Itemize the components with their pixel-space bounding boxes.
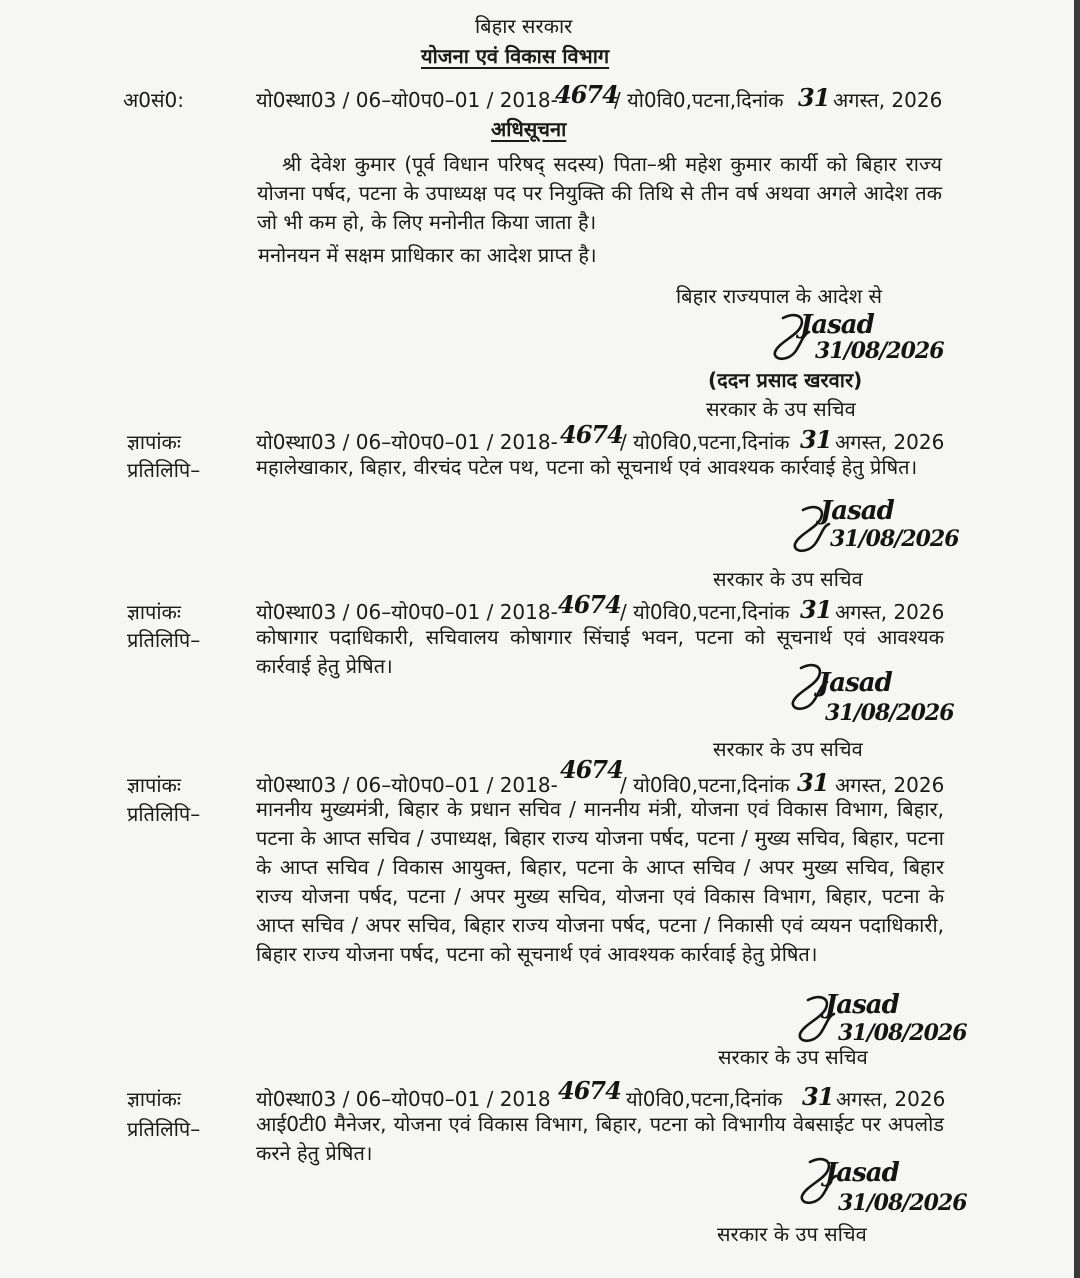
copy-ref-prefix: यो0स्था03 / 06–यो0प0–01 / 2018- (256, 430, 558, 454)
signature-text: Jasad (818, 668, 892, 698)
copy-date-rest: अगस्त, 2026 (835, 600, 945, 624)
copy-label: प्रतिलिपि– (127, 628, 201, 652)
signature-text: Jasad (820, 496, 894, 526)
copy-label: प्रतिलिपि– (127, 802, 201, 826)
signature-date: 31/08/2026 (838, 1190, 967, 1216)
copy-text: आई0टी0 मैनेजर, योजना एवं विकास विभाग, बिहार, पटना को विभागीय वेबसाईट पर अपलोड करने हेतु प्रेषित। (256, 1112, 944, 1165)
copy-ref-number: 4674 (558, 590, 621, 619)
copy-ref-number: 4674 (560, 755, 623, 784)
copy-date-day: 31 (800, 425, 832, 454)
notification-body: श्री देवेश कुमार (पूर्व विधान परिषद् सदस्य) पिता–श्री महेश कुमार कार्यी को बिहार राज्य योजना पर्षद, पटना के उपाध्यक्ष पद पर नियुक्ति की तिथि से तीन वर्ष अथवा अगले आदेश तक जो भी कम हो, के लिए मनोनीत किया जाता है। (257, 152, 942, 234)
notification-ref-label: अ0सं0: (123, 88, 184, 112)
signatory-designation: सरकार के उप सचिव (713, 567, 863, 591)
signature-date: 31/08/2026 (825, 700, 954, 726)
notification-ref-prefix: यो0स्था03 / 06–यो0प0–01 / 2018- (256, 88, 558, 112)
notification-heading: अधिसूचना (491, 117, 567, 141)
copy-label: प्रतिलिपि– (127, 458, 201, 482)
copy-ref-label: ज्ञापांकः (127, 600, 181, 624)
signatory-designation: सरकार के उप सचिव (706, 397, 856, 421)
notification-ref-number: 4674 (555, 80, 618, 109)
copy-text: माननीय मुख्यमंत्री, बिहार के प्रधान सचिव / माननीय मंत्री, योजना एवं विकास विभाग, बिहार, पटना के आप्त सचिव / उपाध्यक्ष, बिहार राज्य योजना पर्षद, पटना / मुख्य सचिव, बिहार, पटना के आप्त सचिव / विकास आयुक्त, बिहार, पटना के आप्त सचिव / अपर मुख्य सचिव, बिहार राज्य योजना पर्षद, पटना / अपर मुख्य सचिव, योजना एवं विकास विभाग, बिहार, पटना के आप्त सचिव / अपर सचिव, बिहार राज्य योजना पर्षद, पटना / निकासी एवं व्ययन पदाधिकारी, बिहार राज्य योजना पर्षद, पटना को सूचनार्थ एवं आवश्यक कार्रवाई हेतु प्रेषित। (256, 797, 944, 966)
copy-ref-suffix: / यो0वि0,पटना,दिनांक (620, 773, 790, 797)
scan-edge-shadow (1074, 0, 1080, 1278)
department-name: योजना एवं विकास विभाग (421, 44, 610, 68)
signature-text: Jasad (825, 1158, 899, 1188)
copy-label: प्रतिलिपि– (127, 1117, 201, 1141)
copy-ref-suffix: / यो0वि0,पटना,दिनांक (620, 430, 790, 454)
notification-date-rest: अगस्त, 2026 (833, 88, 943, 112)
government-name: बिहार सरकार (475, 14, 573, 38)
copy-date-day: 31 (802, 1082, 834, 1111)
copy-ref-label: ज्ञापांकः (127, 430, 181, 454)
copy-ref-label: ज्ञापांकः (127, 1087, 181, 1111)
copy-ref-label: ज्ञापांकः (127, 773, 181, 797)
copy-text: महालेखाकार, बिहार, वीरचंद पटेल पथ, पटना को सूचनार्थ एवं आवश्यक कार्रवाई हेतु प्रेषित। (256, 455, 918, 479)
copy-ref-suffix: / यो0वि0,पटना,दिनांक (620, 600, 790, 624)
signature-text: Jasad (825, 990, 899, 1020)
signatory-designation: सरकार के उप सचिव (717, 1222, 867, 1246)
copy-ref-prefix: यो0स्था03 / 06–यो0प0–01 / 2018- (256, 600, 558, 624)
notification-ref-suffix: / यो0वि0,पटना,दिनांक (614, 88, 784, 112)
copy-ref-suffix: यो0वि0,पटना,दिनांक (626, 1087, 783, 1111)
signatory-designation: सरकार के उप सचिव (718, 1045, 868, 1069)
signatory-name: (ददन प्रसाद खरवार) (708, 368, 863, 392)
signature-date: 31/08/2026 (815, 338, 944, 364)
approval-line: मनोनयन में सक्षम प्राधिकार का आदेश प्राप्त है। (258, 243, 597, 267)
notification-date-day: 31 (798, 83, 830, 112)
copy-date-day: 31 (797, 768, 829, 797)
copy-text: कोषागार पदाधिकारी, सचिवालय कोषागार सिंचाई भवन, पटना को सूचनार्थ एवं आवश्यक कार्रवाई हेतु प्रेषित। (256, 625, 944, 678)
copy-ref-number: 4674 (560, 420, 623, 449)
signature-text: Jasad (800, 310, 874, 340)
copy-date-rest: अगस्त, 2026 (835, 773, 945, 797)
copy-ref-number: 4674 (558, 1076, 621, 1105)
copy-date-rest: अगस्त, 2026 (836, 1087, 946, 1111)
signature-date: 31/08/2026 (838, 1020, 967, 1046)
signatory-designation: सरकार के उप सचिव (713, 737, 863, 761)
copy-ref-prefix: यो0स्था03 / 06–यो0प0–01 / 2018 (256, 1087, 551, 1111)
copy-ref-prefix: यो0स्था03 / 06–यो0प0–01 / 2018- (256, 773, 558, 797)
copy-date-day: 31 (800, 595, 832, 624)
copy-date-rest: अगस्त, 2026 (835, 430, 945, 454)
by-order-line: बिहार राज्यपाल के आदेश से (676, 284, 883, 308)
signature-date: 31/08/2026 (830, 526, 959, 552)
